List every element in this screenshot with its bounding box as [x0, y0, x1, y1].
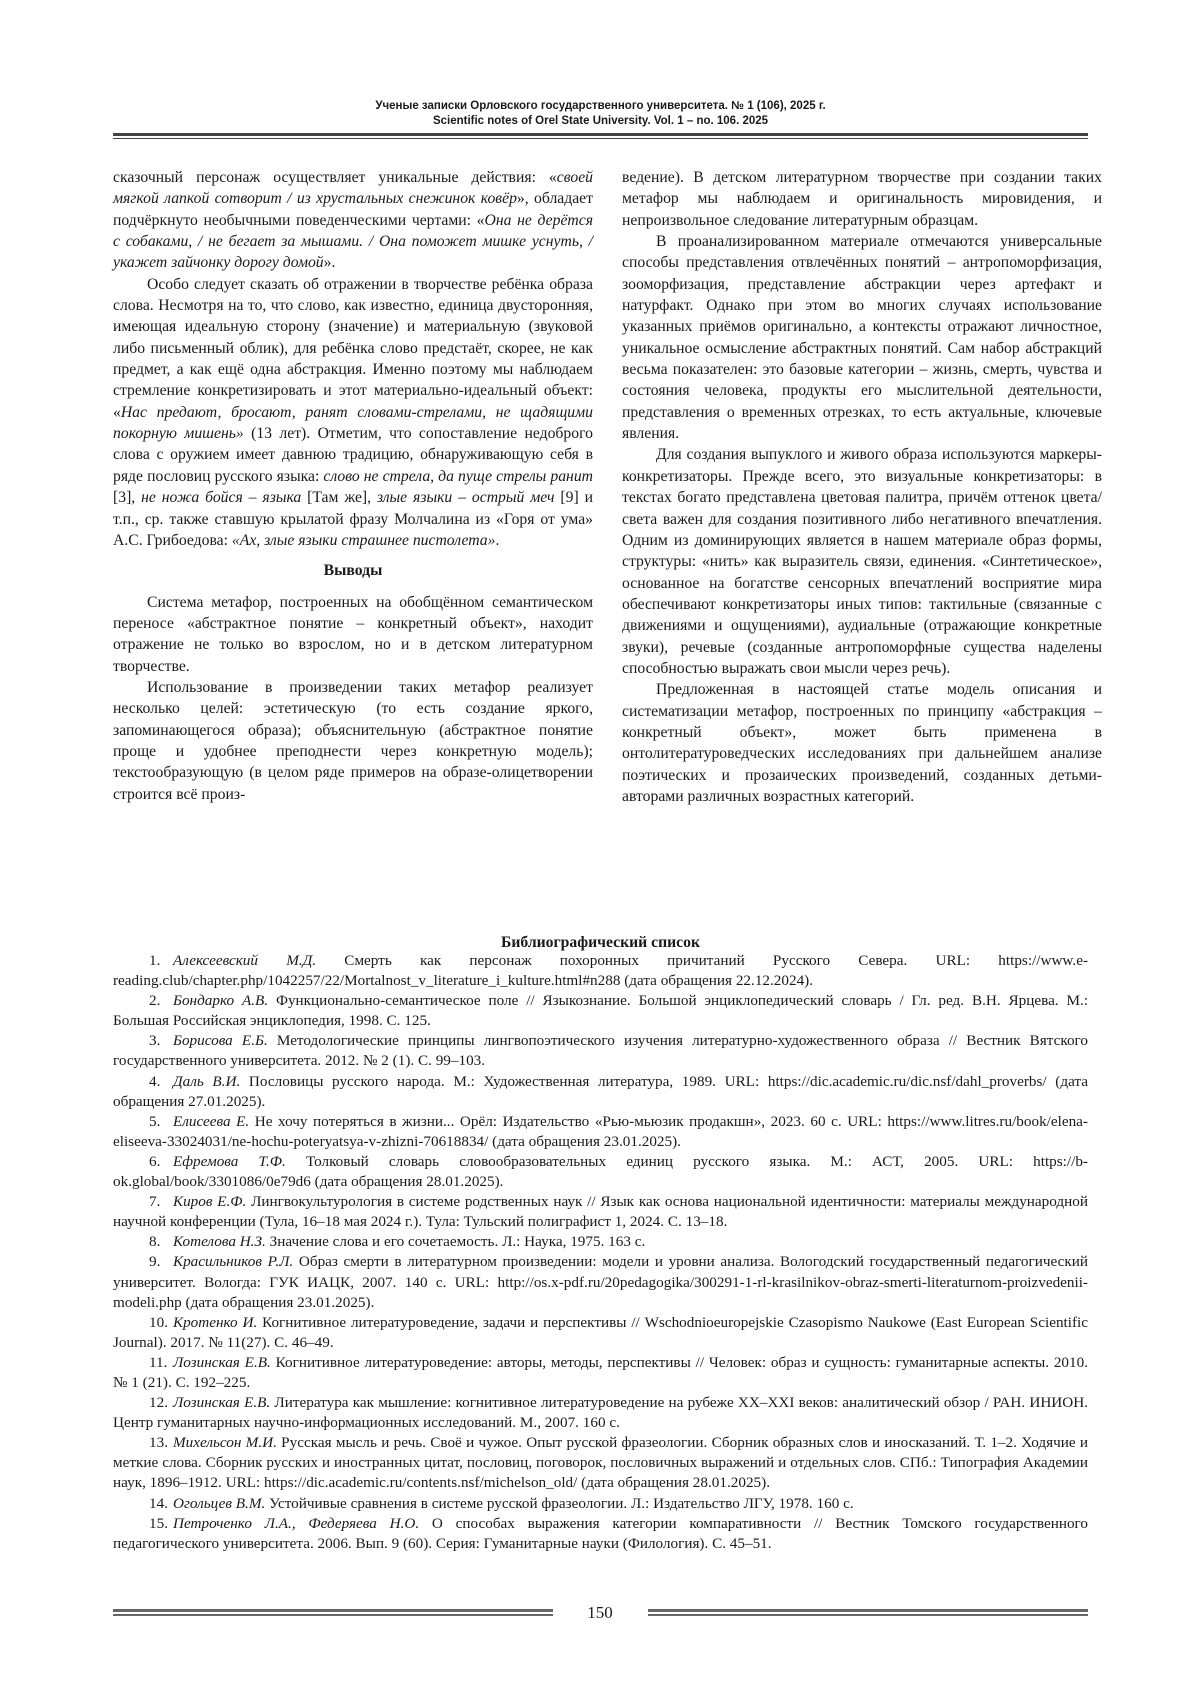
reference-text: Литература как мышление: когнитивное литературоведение на рубеже ХХ–ХХI веков: аналитический обзор / РАН. ИНИОН. Центр гуманитарных научно-информационных исследований. М., 2007. 160 с.: [113, 1394, 1088, 1432]
footer-rule-left-thin: [113, 1614, 553, 1616]
reference-text: Смерть как персонаж похоронных причитаний Русского Севера. URL: https://www.e-reading.club/chapter.php/1042257/22/Mortalnost_v_literature_i_kulture.html#n288 (дата обращения 22.12.2024).: [113, 952, 1088, 990]
footer-rule-left: [113, 1609, 553, 1612]
reference-author: Красильников Р.Л.: [173, 1253, 294, 1271]
reference-number: 10.: [149, 1313, 168, 1331]
right-paragraph-3: Для создания выпуклого и живого образа используются маркеры-конкретизаторы. Прежде всего, это визуальные конкретизаторы: в текстах богато представлена цветовая палитра, причём оттенок цвета/света важен для создания позитивного либо негативного впечатления. Одним из доминирующих является в нашем материале образ формы, структуры: «нить» как выразитель связи, единения. «Синтетическое», основанное на богатстве сенсорных впечатлений восприятие мира обеспечивают конкретизаторы иных типов: тактильные (связанные с движениями и ощущениями), аудиальные (отражающие конкретные звуки), речевые (созданные антропоморфные существа наделены способностью выражать свои мысли через речь).: [622, 446, 1102, 677]
reference-author: Михельсон М.И.: [173, 1434, 277, 1452]
reference-author: Даль В.И.: [173, 1072, 241, 1090]
running-header: [113, 99, 1088, 129]
left-column: [113, 167, 593, 805]
reference-author: Елисеева Е.: [173, 1112, 250, 1130]
right-paragraph-2: В проанализированном материале отмечаются универсальные способы представления отвлечённых понятий – антропоморфизация, зооморфизация, представление абстракции через артефакт и натурфакт. Однако при этом во многих случаях использование указанных приёмов оригинально, а контексты отражают личностное, уникальное осмысление абстрактных понятий. Сам набор абстракций весьма показателен: это базовые категории – жизнь, смерть, чувства и состояния человека, продукты его мыслительной деятельности, представления о временных отрезках, то есть актуальные, ключевые явления.: [622, 233, 1102, 443]
left-paragraph-2: Особо следует сказать об отражении в творчестве ребёнка образа слова. Несмотря на то, что слово, как известно, единица двусторонняя, имеющая идеальную сторону (значение) и материальную (звуковой либо письменный облик), для ребёнка слово предстаёт, скорее, не как предмет, а как ещё одна абстракция. Именно поэтому мы наблюдаем стремление конкретизировать и этот материально-идеальный объект: «Нас предают, бросают, ранят словами-стрелами, не щадящими покорную мишень» (13 лет). Отметим, что сопоставление недоброго слова с оружием имеет давнюю традицию, обнаруживающую себя в ряде пословиц русского языка: слово не стрела, да пуще стрелы ранит [3], не ножа бойся – языка [Там же], злые языки – острый меч [9] и т.п., ср. также ставшую крылатой фразу Молчалина из «Горя от ума» А.С. Грибоедова: «Ах, злые языки страшнее пистолета».: [113, 275, 594, 549]
reference-item: [113, 1252, 1088, 1312]
right-paragraph-1: ведение). В детском литературном творчестве при создании таких метафор мы наблюдаем и оригинальность мировидения, и непроизвольное следование литературным образцам.: [622, 169, 1102, 229]
reference-item: [113, 1514, 1088, 1554]
reference-number: 4.: [149, 1072, 161, 1090]
reference-author: Киров Е.Ф.: [173, 1193, 247, 1211]
left-paragraph-3: Система метафор, построенных на обобщённом семантическом переносе «абстрактное понятие – конкретный объект», находит отражение не только во взрослом, но и в детском литературном творчестве.: [113, 593, 593, 675]
reference-text: Когнитивное литературоведение, задачи и перспективы // Wschodnioeuropejskie Czasopismo Naukowe (East European Scientific Journal). 2017. № 11(27). С. 46–49.: [113, 1313, 1088, 1351]
page-footer: [113, 1603, 1088, 1625]
reference-text: Когнитивное литературоведение: авторы, методы, перспективы // Человек: образ и сущность: гуманитарные аспекты. 2010. № 1 (21). С. 192–225.: [113, 1353, 1088, 1391]
reference-author: Кротенко И.: [173, 1313, 258, 1331]
page-number: 150: [587, 1603, 613, 1622]
reference-text: Толковый словарь словообразовательных единиц русского языка. М.: АСТ, 2005. URL: https://b-ok.global/book/3301086/0e79d6 (дата обращения 28.01.2025).: [113, 1152, 1088, 1191]
reference-item: [113, 1433, 1088, 1493]
reference-text: Лингвокультурология в системе родственных наук // Язык как основа национальной идентичности: материалы международной научной конференции (Тула, 16–18 мая 2024 г.). Тула: Тульский полиграфист 1, 2024. С. 13–18.: [113, 1193, 1089, 1231]
reference-number: 6.: [149, 1152, 161, 1170]
reference-item: [113, 1192, 1088, 1232]
bibliography-list: [113, 951, 1088, 1554]
reference-text: Не хочу потеряться в жизни... Орёл: Издательство «Рью-мьюзик продакшн», 2023. 60 с. URL: https://www.litres.ru/book/elena-eliseeva-33024031/ne-hochu-poteryatsya-v-zhizni-70618834/ (дата обращения 23.01.2025).: [113, 1112, 1088, 1150]
reference-item: [113, 1232, 1088, 1252]
reference-text: Методологические принципы лингвопоэтического изучения литературно-художественного образа // Вестник Вятского государственного университета. 2012. № 2 (1). С. 99–103.: [113, 1032, 1089, 1070]
reference-author: Лозинская Е.В.: [173, 1353, 271, 1371]
reference-number: 8.: [149, 1233, 161, 1251]
footer-rule-right-thin: [648, 1614, 1088, 1616]
reference-item: [113, 1072, 1088, 1112]
reference-number: 14.: [149, 1494, 168, 1512]
reference-item: [113, 1313, 1088, 1353]
right-column: [622, 167, 1102, 807]
reference-item: [113, 951, 1088, 991]
reference-author: Лозинская Е.В.: [173, 1394, 271, 1412]
reference-text: Функционально-семантическое поле // Языкознание. Большой энциклопедический словарь / Гл. ред. В.Н. Ярцева. М.: Большая Российская энциклопедия, 1998. С. 125.: [113, 992, 1088, 1030]
header-line-ru: Ученые записки Орловского государственного университета. № 1 (106), 2025 г.: [375, 100, 826, 112]
reference-number: 1.: [149, 952, 161, 969]
reference-number: 12.: [149, 1394, 168, 1412]
reference-author: Котелова Н.З.: [173, 1233, 266, 1251]
reference-text: Устойчивые сравнения в системе русской фразеологии. Л.: Издательство ЛГУ, 1978. 160 с.: [265, 1494, 854, 1512]
reference-author: Борисова Е.Б.: [173, 1032, 268, 1050]
reference-item: [113, 1494, 1088, 1514]
reference-text: Пословицы русского народа. М.: Художественная литература, 1989. URL: https://dic.academic.ru/dic.nsf/dahl_proverbs/ (дата обращения 27.01.2025).: [113, 1072, 1088, 1110]
reference-text: Значение слова и его сочетаемость. Л.: Наука, 1975. 163 с.: [265, 1233, 646, 1251]
reference-item: [113, 1393, 1088, 1433]
reference-number: 2.: [149, 992, 161, 1010]
left-paragraph-1: сказочный персонаж осуществляет уникальные действия: «своей мягкой лапкой сотворит / из хрустальных снежинок ковёр», обладает подчёркнуто необычными поведенческими чертами: «Она не дерётся с собаками, / не бегает за мышами. / Она поможет мишке уснуть, / укажет зайчонку дорогу домой».: [113, 169, 593, 272]
reference-author: Огольцев В.М.: [173, 1494, 266, 1512]
reference-item: [113, 1031, 1088, 1071]
reference-number: 7.: [149, 1193, 161, 1211]
bibliography-title: Библиографический список: [500, 934, 701, 951]
header-line-en: Scientific notes of Orel State University. Vol. 1 – no. 106. 2025: [432, 115, 769, 127]
left-paragraph-4: Использование в произведении таких метафор реализует несколько целей: эстетическую (то есть создание яркого, запоминающегося образа); объяснительную (абстрактное понятие проще и удобнее преподнести через конкретную модель); текстообразующую (в целом ряде примеров на образе-олицетворении строится всё произ-: [113, 678, 593, 803]
reference-text: Образ смерти в литературном произведении: модели и уровни анализа. Вологодский государственный педагогический университет. Вологда: ГУК ИАЦК, 2007. 140 с. URL: http://os.x-pdf.ru/20pedagogika/300291-1-rl-krasilnikov-obraz-smerti-literaturnom-proizvedenii-modeli.php (дата обращения 23.01.2025).: [113, 1253, 1088, 1311]
reference-author: Петроченко Л.А., Федеряева Н.О.: [173, 1514, 420, 1532]
reference-text: Русская мысль и речь. Своё и чужое. Опыт русской фразеологии. Сборник образных слов и иносказаний. Т. 1–2. Ходячие и меткие слова. Сборник русских и иностранных цитат, пословиц, поговорок, пословичных выражений и отдельных слов. СПб.: Типография Академии наук, 1896–1912. URL: https://dic.academic.ru/contents.nsf/michelson_old/ (дата обращения 28.01.2025).: [113, 1434, 1089, 1492]
reference-author: Ефремова Т.Ф.: [173, 1152, 286, 1170]
reference-item: [113, 1353, 1088, 1393]
reference-number: 3.: [149, 1032, 161, 1050]
section-title-conclusions: Выводы: [323, 562, 383, 580]
reference-item: [113, 991, 1088, 1031]
right-paragraph-4: Предложенная в настоящей статье модель описания и систематизации метафор, построенных по принципу «абстракция – конкретный объект», может быть применена в онтолитературоведческих исследованиях при дальнейшем анализе поэтических и прозаических произведений, созданных детьми-авторами различных возрастных категорий.: [622, 681, 1102, 805]
reference-number: 13.: [149, 1434, 168, 1452]
reference-item: [113, 1152, 1088, 1192]
reference-author: Бондарко А.В.: [173, 992, 269, 1010]
reference-number: 9.: [149, 1253, 161, 1271]
header-rule: [113, 133, 1088, 139]
reference-author: Алексеевский М.Д.: [173, 952, 317, 969]
reference-text: О способах выражения категории компаративности // Вестник Томского государственного педагогического университета. 2006. Вып. 9 (60). Серия: Гуманитарные науки (Филология). С. 45–51.: [113, 1514, 1088, 1552]
reference-number: 11.: [149, 1353, 168, 1371]
footer-rule-right: [648, 1609, 1088, 1612]
reference-number: 15.: [149, 1514, 168, 1532]
reference-item: [113, 1112, 1088, 1152]
reference-number: 5.: [149, 1112, 161, 1130]
